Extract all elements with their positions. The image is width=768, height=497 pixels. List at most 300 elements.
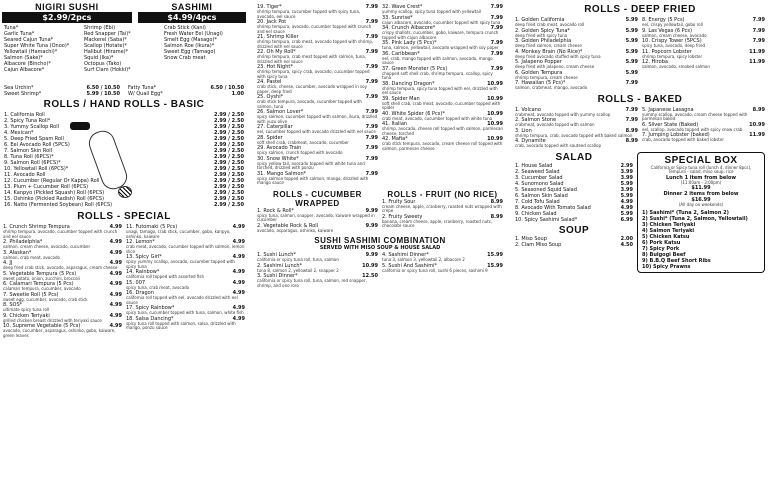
- menu-item: [515, 38, 638, 49]
- menu-item: [642, 122, 765, 133]
- combo-title: SUSHI SASHIMI COMBINATION: [314, 236, 446, 245]
- fruit-rolls-title: ROLLS - FRUIT (NO RICE): [387, 189, 498, 199]
- hand-roll-name: 16. Natto (Fermented Soybean) Roll (6PCS): [4, 202, 113, 208]
- menu-item-price: 3.99: [620, 174, 633, 181]
- menu-item-desc: deep fried avocado stuffed with spicy tuna: [515, 53, 601, 59]
- menu-item: [3, 239, 122, 250]
- baked-list-a: [515, 107, 638, 149]
- menu-item: [126, 290, 245, 305]
- menu-item-desc: shrimp tempura, avocado, cucumber topped with crunch and eel sauce: [3, 229, 118, 239]
- menu-item: [515, 70, 638, 81]
- special-rolls-list-d: [382, 4, 503, 186]
- menu-item-desc: chopped soft shell crab, shrimp tempura, scallop, spicy tuna: [382, 70, 493, 80]
- menu-item-name: 2. Clam Miso Soup: [515, 241, 562, 248]
- extra-nigiri-price: 6.50 / 10.50: [210, 85, 244, 91]
- menu-item-price: 7.99: [490, 25, 503, 31]
- menu-item-name: 4. JJ: [3, 260, 13, 266]
- menu-item-name: 11. Popcorn Lobster: [642, 48, 692, 55]
- menu-item-desc: shrimp tempura, avocado, cucumber topped with crunch and eel sauce: [257, 24, 372, 34]
- menu-item-desc: spicy tuna, salmon, snapper, avocado, kaiware wrapped in cucumber: [257, 212, 375, 222]
- menu-item: [3, 313, 122, 324]
- menu-item-price: 4.99: [232, 239, 245, 245]
- menu-item-price: 7.99: [365, 145, 378, 151]
- nigiri-item: Albacore (Bincho)*: [4, 61, 51, 67]
- baked-list-b: [642, 107, 765, 149]
- menu-item-name: 2. Sashimi Lunch*: [257, 262, 303, 269]
- menu-item-desc: shrimp tempura, cucumber topped with spicy tuna, avocado, eel sauce: [257, 9, 361, 19]
- extra-nigiri-row: [4, 91, 244, 97]
- menu-item-price: 5.99: [625, 59, 638, 65]
- menu-item-price: 8.99: [625, 138, 638, 144]
- menu-item-price: 8.99: [490, 213, 503, 220]
- hand-roll-price: 2.99 / 2.50: [214, 172, 244, 178]
- menu-item-name: 11. Futomaki (5 Pcs): [126, 224, 178, 230]
- menu-item-name: 29. Avocado Train: [257, 145, 302, 151]
- menu-item-name: 41. Italian: [382, 121, 408, 127]
- special-box-item: 7) Spicy Pork: [642, 245, 680, 252]
- menu-item-price: 2.00: [620, 235, 633, 242]
- hand-roll-name: 15. Oshinko (Pickled Radish) Roll (6PCS): [4, 196, 105, 202]
- menu-item: [642, 59, 765, 70]
- nigiri-item: Surf Clam (Hokki)*: [84, 67, 131, 73]
- menu-item-price: 10.99: [362, 262, 378, 269]
- menu-item: [515, 49, 638, 60]
- menu-item: [257, 4, 378, 19]
- menu-item-desc: deep fried with spicy tuna: [515, 32, 568, 38]
- menu-item-price: 9.99: [365, 252, 378, 258]
- hand-roll-name: 3. Yummy Scallop Roll: [4, 124, 59, 130]
- menu-item-desc: spicy tuna, crab meat, avocado: [126, 284, 190, 290]
- salad-list: [515, 163, 633, 223]
- menu-item-price: 9.99: [365, 207, 378, 214]
- menu-item: [257, 135, 378, 146]
- menu-item: [257, 19, 378, 34]
- menu-item-name: 16. Dragon: [126, 290, 154, 296]
- menu-item: [382, 40, 503, 51]
- hand-roll-price: 2.99 / 2.50: [214, 160, 244, 166]
- menu-item-price: 4.99: [109, 249, 122, 256]
- menu-item-desc: avocado, cucumber, asparagus, oshinko, gobo, kaiware, green leaves: [3, 328, 116, 338]
- menu-item: [257, 79, 378, 94]
- menu-item-price: 7.99: [490, 50, 503, 57]
- menu-item: [642, 28, 765, 39]
- menu-item-desc: tuna 3, salmon 3, yellowtail 2, albacore 2: [382, 257, 465, 262]
- menu-item-name: 22. Oh My Roll*: [257, 49, 296, 55]
- menu-item-name: 27. Caterpillar: [257, 124, 293, 130]
- combo-subtitle: SERVED WITH MISO SOUP & HOUSE SALAD: [319, 245, 441, 251]
- menu-item: [257, 49, 378, 64]
- menu-item-price: 4.99: [109, 302, 122, 308]
- menu-item-desc: shrimp tempura, spicy lobster: [642, 53, 703, 59]
- menu-item-desc: salmon, cream cheese, avocado, cucumber: [3, 244, 91, 249]
- menu-item-price: 7.99: [365, 134, 378, 141]
- menu-item-price: 7.99: [752, 27, 765, 34]
- hand-roll-name: 1. California Roll: [4, 112, 45, 118]
- extra-nigiri-name: W/ Quail Egg*: [128, 91, 163, 97]
- menu-item-desc: deep fried crab stick, avocado, asparagus, cream cheese: [3, 265, 118, 270]
- menu-item-desc: sweet egg, cucumber, avocado, crab stick: [3, 296, 88, 302]
- menu-item: [515, 17, 638, 28]
- menu-item-price: 7.99: [365, 170, 378, 177]
- menu-item-name: 1. Volcano: [515, 106, 541, 113]
- menu-item-desc: spicy yellow tail, avocado topped with white tuna and torched, drizzled with ponzu: [257, 160, 365, 170]
- menu-item-name: 4. Sashimi Dinner*: [382, 252, 429, 258]
- menu-item: [382, 263, 503, 274]
- hand-roll-name: 5. Deep Fried Spam Roll: [4, 136, 64, 142]
- menu-item-price: 10.99: [749, 121, 765, 128]
- menu-item-price: 12.50: [362, 273, 378, 279]
- menu-item-name: 8. Avocado With Tomato Salad: [515, 204, 591, 211]
- menu-item-price: 5.99: [625, 69, 638, 76]
- menu-item-name: 7. Hawaiian (5 Pcs)*: [515, 80, 566, 86]
- menu-item-desc: crab meat, avocado, cucumber topped with white tuna: [382, 115, 493, 121]
- menu-item-row: [515, 242, 633, 248]
- menu-item-desc: deep fried salmon, cream cheese: [515, 43, 582, 48]
- menu-item-price: 7.99: [365, 19, 378, 25]
- menu-item: [382, 136, 503, 151]
- menu-item-name: 36. Caribbean*: [382, 50, 420, 57]
- baked-grid: [512, 107, 768, 149]
- menu-item-desc: tuna, salmon, yellowtail, avocado wrapped with soy paper: [382, 45, 499, 50]
- extra-nigiri-price: 6.50 / 10.50: [86, 85, 120, 91]
- menu-item-desc: spicy tuna, cucumber topped with tuna, salmon, white fish: [126, 310, 244, 315]
- menu-item-price: 4.99: [109, 239, 122, 245]
- menu-item: [3, 292, 122, 303]
- menu-item-price: 11.99: [749, 132, 765, 138]
- menu-item-desc: spicy yummy scallop, avocado, cucumber topped with spicy tuna: [126, 259, 235, 269]
- menu-item: [257, 223, 378, 234]
- menu-item-name: 31. Mango Salmon*: [257, 170, 307, 177]
- menu-item-name: 10. Spicy Sashimi Salad*: [515, 216, 578, 223]
- hand-roll-name: 10. Yellowtail Roll (6PCS)*: [4, 166, 69, 172]
- menu-item: [382, 25, 503, 40]
- hand-rolls-title: ROLLS / HAND ROLLS - BASIC: [43, 99, 205, 110]
- nigiri-item: Salmon (Sake)*: [4, 55, 43, 61]
- fruit-rolls-list: [382, 199, 503, 229]
- nigiri-item: Salmon Roe (Ikura)*: [164, 43, 215, 49]
- nigiri-item: Octopus (Tako): [84, 61, 122, 67]
- hand-roll-name: 11. Avocado Roll: [4, 172, 46, 178]
- menu-item: [126, 280, 245, 291]
- extra-nigiri-name: Sweet Shrimp*: [4, 91, 42, 97]
- menu-item-name: 3. Golden Philadelphia: [515, 38, 572, 44]
- hand-roll-price: 2.99 / 2.50: [214, 202, 244, 208]
- menu-item-name: 2. Salmon Stone: [515, 117, 557, 123]
- menu-item-name: 3. Lion: [515, 127, 532, 134]
- special-box-item: 5) Chicken Katsu: [642, 233, 690, 240]
- menu-item-desc: salmon, cream cheese, avocado: [642, 32, 707, 38]
- menu-item-desc: soft shell crab, crabmeat, avocado, cucumber: [257, 139, 349, 145]
- menu-item-price: 7.99: [365, 155, 378, 162]
- menu-item: [3, 323, 122, 338]
- menu-item-desc: spicy salmon topped with salmon, mango, drizzled with mango sauce: [257, 175, 369, 185]
- menu-item: [257, 252, 378, 263]
- menu-item-price: 4.99: [109, 270, 122, 277]
- deep-fried-title: ROLLS - DEEP FRIED: [584, 4, 696, 15]
- menu-item-name: 8. Energy (5 Pcs): [642, 17, 685, 23]
- menu-item-desc: eel, cucumber topped with avocado drizzled with eel sauce: [257, 129, 376, 134]
- box-lunch-time: (11:00am - 3:00pm): [680, 179, 722, 185]
- menu-item-name: 37. Green Monster (5 Pcs): [382, 65, 448, 72]
- special-rolls-grid: [0, 224, 248, 338]
- menu-item-price: 15.99: [487, 252, 503, 258]
- sashimi-title: SASHIMI: [171, 2, 213, 12]
- hand-roll-price: 2.99 / 2.50: [214, 184, 244, 190]
- menu-item-name: 5. Sushi And Sashimi*: [382, 262, 437, 269]
- nigiri-item: Halibut (Hirame)*: [84, 49, 129, 55]
- menu-item-price: 5.99: [625, 38, 638, 44]
- sashimi-price-banner: $4.99/4pcs: [138, 12, 246, 23]
- nigiri-item: Squid (Ika)*: [84, 55, 114, 61]
- menu-item-price: 4.99: [109, 224, 122, 230]
- hand-roll-price: 2.99 / 2.50: [214, 142, 244, 148]
- hand-roll-price: 2.99 / 2.50: [214, 118, 244, 124]
- menu-item: [257, 156, 378, 171]
- column-middle: [254, 0, 506, 288]
- menu-item: [257, 273, 378, 288]
- menu-item-desc: yummy scallop, avocado, cream cheese topped with parmesan baked: [642, 111, 748, 121]
- menu-item: [126, 224, 245, 239]
- menu-item-desc: california or spicy tuna roll, tuna, salmon, red snapper, shrimp, and ono roro: [257, 278, 367, 288]
- extra-nigiri-list: [0, 85, 248, 97]
- deep-fried-list-b: [642, 17, 765, 91]
- menu-item-price: 7.99: [752, 38, 765, 44]
- column-right: [512, 0, 768, 273]
- menu-item-name: 8. SOS*: [3, 302, 23, 308]
- menu-item-price: 4.99: [620, 198, 633, 205]
- nigiri-item: Mackerel (Saba)*: [84, 37, 127, 43]
- special-rolls-continued: [254, 0, 506, 186]
- menu-item-price: 4.99: [232, 269, 245, 275]
- hand-roll-price: 2.99 / 2.50: [214, 136, 244, 142]
- menu-item-name: 25. Oyshi*: [257, 94, 284, 100]
- nigiri-item: Cajun Albacore*: [4, 67, 45, 73]
- hand-roll-name: 4. Mexican*: [4, 130, 34, 136]
- special-box-item: 3) Chicken Teriyaki: [642, 221, 696, 228]
- menu-item-name: 6. Calamari Tempura (5 Pcs): [3, 281, 74, 287]
- menu-item-desc: crab stick tempura, avocado, cucumber topped with salmon, tuna: [257, 99, 362, 109]
- menu-item-price: 4.50: [620, 241, 633, 248]
- menu-item-name: 20. Jack Pot: [257, 19, 287, 25]
- nigiri-title: NIGIRI SUSHI: [35, 2, 99, 12]
- menu-item-price: 7.99: [365, 79, 378, 85]
- deep-fried-list-a: [515, 17, 638, 91]
- nigiri-item: Smelt Egg (Masago)*: [164, 37, 217, 43]
- menu-item-price: 4.99: [232, 305, 245, 311]
- menu-item-name: 1. Sushi Lunch*: [257, 252, 296, 258]
- menu-item-desc: ultimate spicy tuna roll: [3, 307, 50, 312]
- menu-item-desc: calamari tempura, cucumber, avocado: [3, 286, 81, 291]
- nigiri-row: [4, 67, 244, 73]
- hand-roll-name: 9. Salmon Roll (6PCS)*: [4, 160, 61, 166]
- menu-item-name: 34. Crunch Albacore*: [382, 25, 436, 31]
- soup-title: SOUP: [558, 224, 590, 236]
- menu-item-price: 10.99: [487, 80, 503, 87]
- menu-item: [382, 214, 503, 229]
- hand-roll-name: 8. Tuna Roll (6PCS)*: [4, 154, 54, 160]
- menu-item-desc: california roll topped with eel, avocado drizzled with eel sauce: [126, 295, 238, 305]
- special-box-desc: California or Spicy tuna roll (lunch 4, dinner 8pcs), Tempura - salad, miso soup, rice: [650, 164, 752, 174]
- menu-item: [515, 242, 633, 248]
- menu-item-name: 35. Pink Lady (5 Pcs)*: [382, 40, 437, 46]
- menu-item-name: 17. Spicy Rainbow*: [126, 305, 175, 311]
- combo-list-a: [257, 252, 378, 288]
- nigiri-item: Fresh Water Eel (Unagi): [164, 31, 223, 37]
- menu-item-price: 11.99: [749, 48, 765, 55]
- menu-item-name: 9. Las Vegas (6 Pcs): [642, 27, 692, 34]
- menu-item-name: 4. Sunomono Salad: [515, 180, 564, 187]
- menu-item-desc: soft shell crab, crab meat, avocado, cucumber topped with spider: [382, 100, 501, 110]
- menu-item-name: 24. Pastel: [257, 79, 282, 85]
- special-box-item: 2) Sushi* (Tuna 2, Salmon, Yellowtail): [642, 215, 748, 222]
- special-rolls-list-b: [126, 224, 245, 338]
- menu-item-price: 10.99: [487, 136, 503, 142]
- menu-item-desc: crispy shallots, cucumber, gobo, kaiware, tempura crunch topped with cajun albacore: [382, 30, 499, 40]
- box-dinner-label: Dinner 2 items from below: [663, 191, 739, 197]
- menu-item-desc: shrimp tempura, cream cheese: [515, 74, 578, 80]
- menu-item-name: 6. Silver State (Baked): [642, 121, 699, 128]
- special-box-item: 1) Sashimi* (Tuna 2, Salmon 2): [642, 209, 729, 216]
- menu-item-price: 7.99: [625, 80, 638, 86]
- hand-roll-price: 2.99 / 2.50: [214, 130, 244, 136]
- nigiri-item: Scallop (Hotate)*: [84, 43, 127, 49]
- extra-nigiri-a: [4, 91, 120, 97]
- menu-item: [515, 107, 638, 118]
- menu-item-name: 10. Crispy Tower (5PCS): [642, 38, 702, 44]
- nigiri-item: Garlic Tuna*: [4, 31, 35, 37]
- menu-item-name: 2. Vegetable Rock & Roll: [257, 222, 319, 229]
- hand-roll-price: 2.99 / 2.50: [214, 112, 244, 118]
- soup-list: [515, 236, 633, 248]
- nigiri-item: Tuna*: [4, 25, 19, 31]
- menu-item-price: 4.99: [109, 291, 122, 298]
- menu-item-name: 9. Chicken Salad: [515, 210, 557, 217]
- menu-item-name: 6. Salmon Skin Salad: [515, 192, 568, 199]
- menu-item-name: 7. Sweetie Roll (5 Pcs): [3, 291, 59, 298]
- menu-item-name: 30. Snow White*: [257, 155, 299, 162]
- menu-item-name: 5. Japanese Lasagna: [642, 106, 694, 113]
- box-dinner-price: $16.99: [691, 197, 711, 203]
- hand-roll-name: 6. Eel Avocado Roll (5PCS): [4, 142, 70, 148]
- menu-item-name: 7. Cold Tofu Salad: [515, 198, 560, 205]
- menu-item-price: 6.99: [620, 216, 633, 223]
- menu-item: [515, 28, 638, 39]
- special-box: [637, 152, 765, 273]
- menu-item: [382, 111, 503, 122]
- menu-item-name: 1. House Salad: [515, 162, 553, 169]
- menu-item: [126, 239, 245, 254]
- menu-item-price: 5.99: [625, 27, 638, 34]
- menu-item-price: 7.99: [365, 34, 378, 40]
- menu-item: [382, 96, 503, 111]
- hand-roll-price: 2.99 / 2.50: [214, 154, 244, 160]
- cucumber-wrapped-title: ROLLS - CUCUMBER WRAPPED: [273, 189, 362, 208]
- hand-roll-name: 12. Cucumber (Regular Or Kappa) Roll: [4, 178, 100, 184]
- menu-item-name: 9. Chicken Teriyaki: [3, 312, 50, 319]
- column-left: [0, 0, 248, 338]
- menu-item-name: 1. Fruity Sour: [382, 198, 416, 205]
- nigiri-item: Red Snapper (Tai)*: [84, 31, 131, 37]
- menu-item-desc: banana, cream cheese, apple, cranberry, roasted nuts, chocolate sauce: [382, 218, 493, 228]
- menu-item-name: 15. 007: [126, 279, 146, 286]
- extra-nigiri-name: Sea Urchin*: [4, 85, 34, 91]
- menu-item: [126, 269, 245, 280]
- menu-item-desc: deep fried crab meat, avocado roll: [515, 22, 585, 27]
- menu-item-desc: shrimp tempura, crab meat, avocado topped with shrimp, drizzled with eel sauce: [257, 39, 374, 49]
- menu-item-name: 2. Golden Spicy Tuna*: [515, 27, 570, 34]
- nigiri-item: Yellowtail (Hamachi)*: [4, 49, 58, 55]
- menu-item-name: 4. Dynamite: [515, 138, 546, 144]
- menu-item-price: 4.99: [109, 260, 122, 266]
- menu-item-desc: unagi, tamago, crab stick, cucumber, gobo, kanpyo, oshinko, kaiware: [126, 229, 231, 239]
- menu-item-desc: shrimp tempura, crab, avocado topped with baked salmon: [515, 132, 633, 138]
- menu-item-name: 1. Miso Soup: [515, 235, 547, 242]
- menu-item-desc: cajun albacore, avocado, cucumber topped with spicy tuna: [382, 19, 501, 25]
- menu-item-desc: salmon, crabmeat, mango, avocado: [515, 85, 588, 90]
- menu-item-price: 7.99: [365, 4, 378, 10]
- menu-item-desc: eel, crab, mango topped with salmon, avocado, mango sauce: [382, 55, 493, 65]
- menu-item: [257, 94, 378, 109]
- menu-item: [515, 138, 638, 149]
- extra-nigiri-name: Fatty Tuna*: [128, 85, 157, 91]
- box-lunch-label: Lunch 1 item from below: [666, 174, 736, 181]
- menu-item-row: [515, 217, 633, 223]
- special-box-title: SPECIAL BOX: [664, 154, 738, 166]
- menu-item-name: 5. Jalapeno Popper: [515, 59, 562, 65]
- menu-item-name: 5. Seasoned Squid Salad: [515, 186, 577, 193]
- menu-item-price: 7.99: [490, 40, 503, 46]
- nigiri-item: Crab Stick (Kani): [164, 25, 206, 31]
- menu-item: [3, 281, 122, 292]
- nigiri-price-banner: $2.99/2pcs: [2, 12, 132, 23]
- menu-item-desc: eel, crispy yellowtail, gobo roll: [642, 22, 703, 27]
- box-dinner-note: (All day on weekends): [678, 202, 724, 207]
- menu-item-price: 4.99: [620, 204, 633, 211]
- hand-rolls-area: [0, 112, 248, 208]
- menu-item-name: 1. Golden California: [515, 17, 565, 23]
- menu-item-name: 21. Shrimp Killer: [257, 34, 299, 40]
- nigiri-header: [2, 2, 132, 23]
- menu-item: [382, 252, 503, 263]
- menu-item: [126, 305, 245, 316]
- extra-nigiri-b: [128, 91, 244, 97]
- menu-item-name: 1. Crunch Shrimp Tempura: [3, 224, 70, 230]
- menu-item: [3, 250, 122, 261]
- nigiri-sashimi-banner-row: [0, 0, 248, 23]
- hand-roll-price: 2.99 / 2.50: [214, 166, 244, 172]
- menu-item-desc: tuna 8, salmon 2, yellowtail 2, snapper 2: [257, 267, 339, 273]
- cucumber-wrapped-list: [257, 208, 378, 234]
- menu-item-name: 32. Wave Crest*: [382, 4, 423, 10]
- menu-item-desc: crab meat, avocado, cucumber topped with salmon, lemon slice: [126, 244, 245, 254]
- sashimi-header: [138, 2, 246, 23]
- menu-item-desc: crabmeat, avocado topped with yummy scallop: [515, 111, 611, 117]
- menu-item-name: 33. Sunrise*: [382, 14, 413, 21]
- menu-item-desc: sweet potato, onion, zucchini, broccoli: [3, 275, 80, 281]
- menu-item-desc: shrimp, avocado, cheese roll topped with salmon, parmesan cheese, torched: [382, 126, 503, 136]
- menu-item-price: 10.99: [487, 110, 503, 117]
- menu-item-name: 28. Spider: [257, 134, 283, 141]
- wrapped-fruit-section: [254, 186, 506, 234]
- special-box-item: 8) Bulgogi Beef: [642, 251, 686, 258]
- menu-item-desc: grilled chicken breast drizzled with teriyaki sauce: [3, 317, 102, 323]
- special-box-item: 10) Spicy Prawns: [642, 263, 691, 270]
- menu-item-price: 7.99: [365, 64, 378, 70]
- menu-item-price: 7.99: [365, 49, 378, 55]
- deep-fried-grid: [512, 17, 768, 91]
- menu-item-price: 7.99: [490, 14, 503, 21]
- menu-item: [515, 59, 638, 70]
